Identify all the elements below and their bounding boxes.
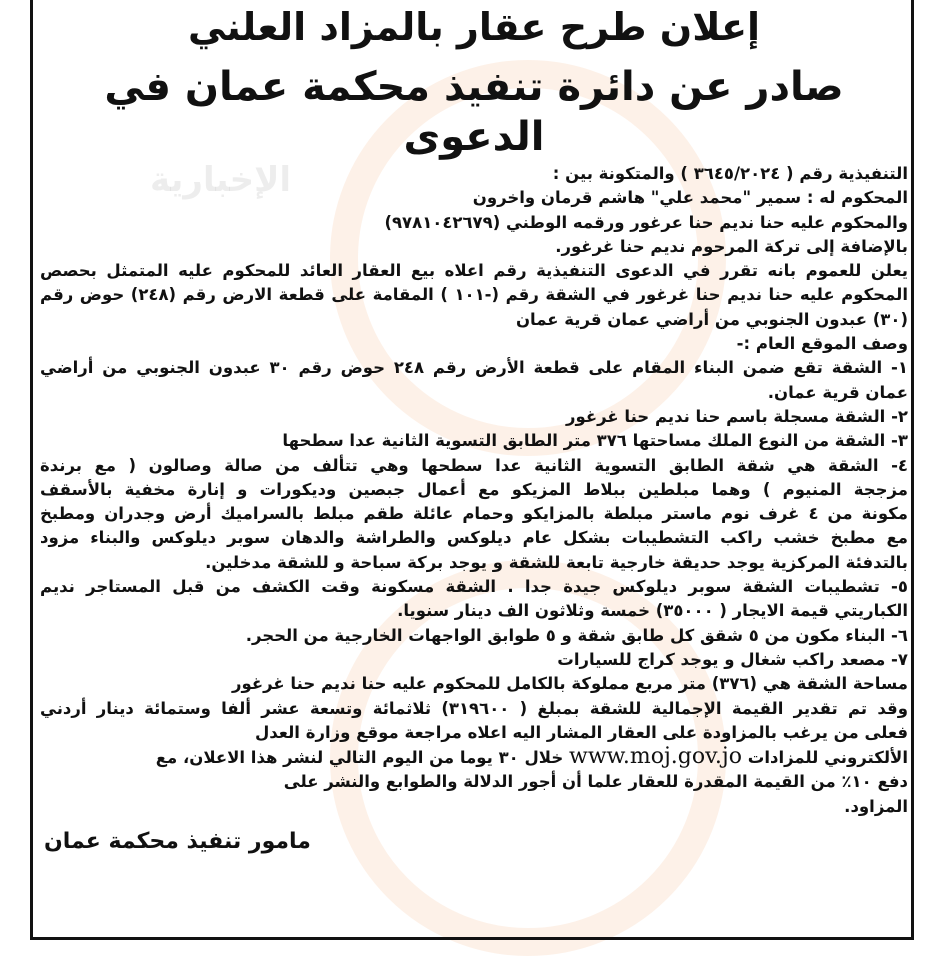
body-line: وقد تم تقدير القيمة الإجمالية للشقة بمبلغ ( ٣١٩٦٠٠) ثلاثمائة وتسعة عشر ألفا وستمائة دينار أردني	[40, 698, 908, 718]
body-line: بالإضافة إلى تركة المرحوم نديم حنا غرغور.	[555, 236, 908, 256]
body-line: ٢- الشقة مسجلة باسم حنا نديم حنا غرغور	[565, 406, 908, 426]
body-line: المحكوم عليه حنا نديم حنا غرغور في الشقة رقم (-١٠١ ) المقامة على قطعة الارض رقم (٢٤٨) حوض رقم	[40, 285, 908, 305]
watermark-text: الإخبارية	[150, 160, 292, 200]
notice-title: إعلان طرح عقار بالمزاد العلني	[187, 5, 761, 49]
body-line: دفع ١٠٪ من القيمة المقدرة للعقار علما أن أجور الدلالة والطوابع والنشر على	[283, 772, 908, 792]
url-after: خلال ٣٠ يوما من اليوم التالي لنشر هذا الاعلان، مع	[155, 748, 564, 768]
body-line: ٦- البناء مكون من ٥ شقق كل طابق شقة و ٥ طوابق الواجهات الخارجية من الحجر.	[245, 625, 908, 645]
body-line: التنفيذية رقم ( ٣٦٤٥/٢٠٢٤ ) والمتكونة بين :	[552, 164, 908, 183]
body-line: الكباريتي قيمة الايجار ( ٣٥٠٠٠) خمسة وثلاثون الف دينار سنويا.	[397, 601, 908, 621]
body-line: يعلن للعموم بانه تقرر في الدعوى التنفيذية رقم اعلاه بيع العقار العائد للمحكوم عليه المتمثل بحصص	[40, 261, 908, 281]
body-line: وصف الموقع العام :-	[736, 334, 908, 354]
body-line: ٤- الشقة هي شقة الطابق التسوية الثانية عدا سطحها وهي تتألف من صالة وصالون ( مع برندة	[40, 455, 908, 475]
body-line: ٥- تشطيبات الشقة سوبر ديلوكس جيدة جدا . الشقة مسكونة وقت الكشف من قبل المستاجر نديم	[40, 577, 908, 597]
body-line: المزاود.	[844, 796, 908, 816]
auction-notice	[40, 0, 908, 854]
body-line: مساحة الشقة هي (٣٧٦) متر مربع مملوكة بالكامل للمحكوم عليه حنا نديم حنا غرغور	[232, 674, 908, 694]
body-line-url	[40, 745, 908, 770]
notice-body	[40, 162, 908, 745]
body-line: بالتدفئة المركزية يوجد حديقة خارجية تابعة للشقة و يوجد بركة سباحة و للشقة مدخلين.	[205, 552, 908, 572]
body-line: ١- الشقة تقع ضمن البناء المقام على قطعة الأرض رقم ٢٤٨ حوض رقم ٣٠ عبدون الجنوبي من أراضي	[40, 358, 908, 378]
body-line: مع مطبخ خشب راكب التشطيبات بشكل عام ديلوكس والطراشة والدهان سوبر ديلوكس والبناء مزود	[40, 528, 908, 548]
signature: مامور تنفيذ محكمة عمان	[44, 829, 311, 855]
url-before: الألكتروني للمزادات	[747, 748, 908, 768]
body-line: (٣٠) عبدون الجنوبي من أراضي عمان قرية عمان	[515, 309, 908, 329]
body-line: مزججة المنيوم ) وهما مبلطين ببلاط المزيكو مع أعمال جبصين وديكورات و إنارة مخفية بالأسقف	[40, 479, 908, 499]
body-line: ٧- مصعد راكب شغال و يوجد كراج للسيارات	[557, 649, 908, 669]
body-line: مكونة من ٤ غرف نوم ماستر مبلطة بالمزايكو وحمام عائلة طقم مبلط بالسراميك أرض وجدران ومطبخ	[40, 504, 908, 524]
body-line: والمحكوم عليه حنا نديم حنا عرغور ورقمه الوطني (٩٧٨١٠٤٢٦٧٩)	[384, 212, 908, 232]
body-line: ٣- الشقة من النوع الملك مساحتها ٣٧٦ متر الطابق التسوية الثانية عدا سطحها	[282, 431, 908, 451]
body-line: فعلى من يرغب بالمزاودة على العقار المشار اليه اعلاه مراجعة موقع وزارة العدل	[254, 722, 908, 742]
body-line: عمان قرية عمان.	[767, 382, 908, 402]
body-line: المحكوم له : سمير "محمد علي" هاشم قرمان واخرون	[472, 188, 908, 208]
moj-url-link[interactable]: www.moj.gov.jo	[568, 744, 742, 770]
notice-subtitle: صادر عن دائرة تنفيذ محكمة عمان في الدعوى	[104, 64, 844, 160]
